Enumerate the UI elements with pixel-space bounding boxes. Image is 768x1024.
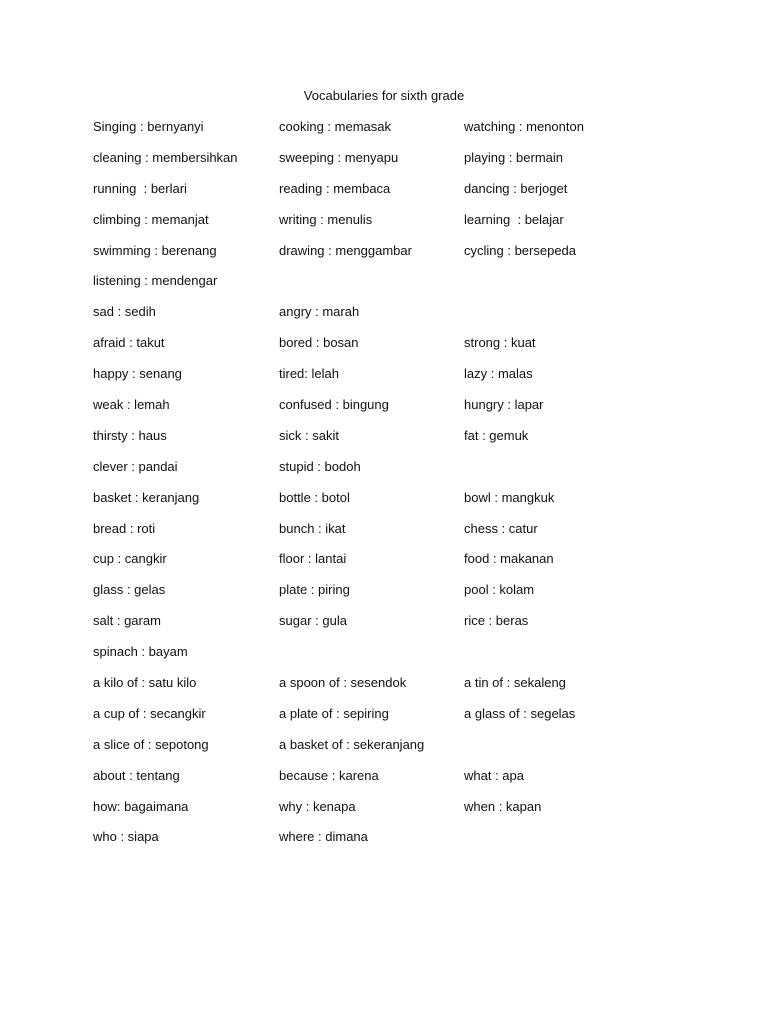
- vocabulary-entry: confused : bingung: [279, 397, 389, 413]
- vocabulary-entry: about : tentang: [93, 767, 180, 783]
- vocabulary-row: [93, 581, 693, 612]
- vocabulary-entry: climbing : memanjat: [93, 211, 209, 227]
- vocabulary-entry: why : kenapa: [279, 798, 356, 814]
- vocabulary-entry: salt : garam: [93, 613, 161, 629]
- vocabulary-row: [93, 365, 693, 396]
- vocabulary-entry: rice : beras: [464, 613, 529, 629]
- vocabulary-entry: afraid : takut: [93, 335, 165, 351]
- vocabulary-entry: bored : bosan: [279, 335, 359, 351]
- vocabulary-row: [93, 798, 693, 829]
- vocabulary-entry: a kilo of : satu kilo: [93, 675, 197, 691]
- vocabulary-entry: fat : gemuk: [464, 427, 529, 443]
- vocabulary-row: [93, 272, 693, 303]
- vocabulary-row: [93, 180, 693, 211]
- vocabulary-list: [93, 118, 693, 859]
- vocabulary-row: [93, 334, 693, 365]
- vocabulary-entry: when : kapan: [464, 798, 542, 814]
- vocabulary-entry: drawing : menggambar: [279, 242, 412, 258]
- vocabulary-entry: a tin of : sekaleng: [464, 675, 566, 691]
- page-title: Vocabularies for sixth grade: [303, 88, 465, 103]
- vocabulary-entry: bowl : mangkuk: [464, 489, 555, 505]
- vocabulary-entry: sad : sedih: [93, 304, 156, 320]
- vocabulary-row: [93, 149, 693, 180]
- vocabulary-entry: chess : catur: [464, 520, 538, 536]
- vocabulary-entry: hungry : lapar: [464, 397, 544, 413]
- vocabulary-row: [93, 705, 693, 736]
- vocabulary-entry: sick : sakit: [279, 427, 339, 443]
- vocabulary-entry: where : dimana: [279, 829, 368, 845]
- vocabulary-entry: a basket of : sekeranjang: [279, 736, 425, 752]
- vocabulary-row: [93, 396, 693, 427]
- vocabulary-entry: sweeping : menyapu: [279, 149, 399, 165]
- vocabulary-entry: swimming : berenang: [93, 242, 217, 258]
- vocabulary-entry: bunch : ikat: [279, 520, 346, 536]
- vocabulary-row: [93, 303, 693, 334]
- vocabulary-row: [93, 427, 693, 458]
- vocabulary-entry: learning : belajar: [464, 211, 564, 227]
- vocabulary-entry: angry : marah: [279, 304, 360, 320]
- vocabulary-entry: a glass of : segelas: [464, 705, 576, 721]
- vocabulary-entry: floor : lantai: [279, 551, 347, 567]
- vocabulary-row: [93, 643, 693, 674]
- vocabulary-entry: watching : menonton: [464, 119, 584, 134]
- vocabulary-entry: a slice of : sepotong: [93, 736, 209, 752]
- vocabulary-entry: plate : piring: [279, 582, 350, 598]
- vocabulary-entry: cooking : memasak: [279, 119, 391, 134]
- vocabulary-entry: a cup of : secangkir: [93, 705, 206, 721]
- vocabulary-entry: playing : bermain: [464, 149, 563, 165]
- vocabulary-entry: weak : lemah: [93, 397, 170, 413]
- vocabulary-row: [93, 674, 693, 705]
- vocabulary-entry: tired: lelah: [279, 366, 339, 382]
- vocabulary-entry: a plate of : sepiring: [279, 705, 389, 721]
- vocabulary-entry: cleaning : membersihkan: [93, 149, 238, 165]
- vocabulary-entry: spinach : bayam: [93, 644, 188, 660]
- vocabulary-entry: what : apa: [464, 767, 524, 783]
- vocabulary-entry: writing : menulis: [279, 211, 373, 227]
- vocabulary-entry: reading : membaca: [279, 180, 391, 196]
- vocabulary-row: [93, 458, 693, 489]
- vocabulary-entry: stupid : bodoh: [279, 458, 361, 474]
- vocabulary-entry: strong : kuat: [464, 335, 536, 351]
- vocabulary-row: [93, 550, 693, 581]
- vocabulary-row: [93, 612, 693, 643]
- vocabulary-entry: sugar : gula: [279, 613, 347, 629]
- vocabulary-entry: Singing : bernyanyi: [93, 119, 204, 134]
- vocabulary-row: [93, 118, 693, 149]
- vocabulary-entry: cup : cangkir: [93, 551, 167, 567]
- vocabulary-entry: thirsty : haus: [93, 427, 167, 443]
- vocabulary-entry: running : berlari: [93, 180, 187, 196]
- vocabulary-entry: lazy : malas: [464, 366, 533, 382]
- vocabulary-entry: glass : gelas: [93, 582, 166, 598]
- vocabulary-entry: happy : senang: [93, 366, 182, 382]
- vocabulary-entry: basket : keranjang: [93, 489, 200, 505]
- vocabulary-entry: clever : pandai: [93, 458, 178, 474]
- vocabulary-entry: how: bagaimana: [93, 798, 189, 814]
- vocabulary-entry: cycling : bersepeda: [464, 242, 577, 258]
- vocabulary-row: [93, 211, 693, 242]
- vocabulary-entry: food : makanan: [464, 551, 554, 567]
- vocabulary-row: [93, 520, 693, 551]
- vocabulary-entry: bottle : botol: [279, 489, 350, 505]
- vocabulary-entry: listening : mendengar: [93, 273, 218, 289]
- vocabulary-row: [93, 767, 693, 798]
- vocabulary-row: [93, 489, 693, 520]
- vocabulary-row: [93, 828, 693, 859]
- vocabulary-entry: a spoon of : sesendok: [279, 675, 407, 691]
- vocabulary-entry: because : karena: [279, 767, 379, 783]
- vocabulary-row: [93, 242, 693, 273]
- vocabulary-row: [93, 736, 693, 767]
- vocabulary-entry: dancing : berjoget: [464, 180, 568, 196]
- vocabulary-entry: pool : kolam: [464, 582, 535, 598]
- vocabulary-entry: bread : roti: [93, 520, 156, 536]
- vocabulary-entry: who : siapa: [93, 829, 159, 845]
